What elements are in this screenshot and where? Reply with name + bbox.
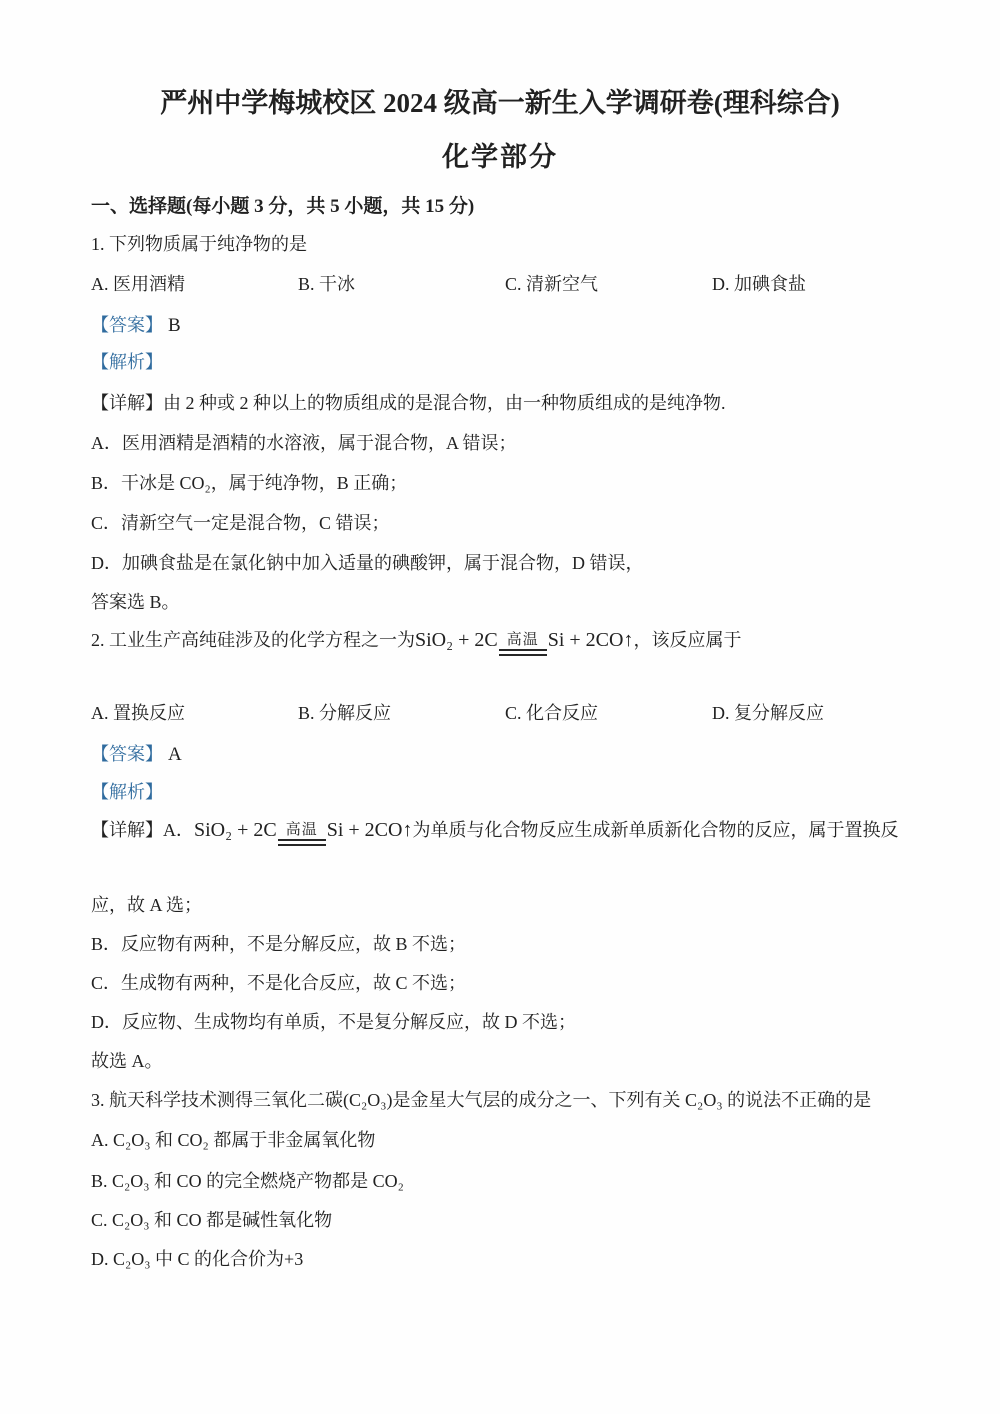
q1-option-d: D. 加碘食盐 (712, 274, 806, 294)
q3-option-d: D. C₂O₃ 中 C 的化合价为+3 (91, 1249, 304, 1269)
analysis-label: 【解析】 (91, 352, 163, 372)
q2-stem-suffix: ，该反应属于 (633, 630, 742, 650)
q2-detail-prefix: 【详解】A． (91, 820, 194, 840)
q2-option-d: D. 复分解反应 (712, 703, 824, 723)
q1-detail-d: D．加碘食盐是在氯化钠中加入适量的碘酸钾，属于混合物，D 错误， (91, 553, 644, 573)
q3-option-b: B. C₂O₃ 和 CO 的完全燃烧产物都是 CO₂ (91, 1171, 404, 1191)
q2-detail-suffix: 为单质与化合物反应生成新单质新化合物的反应，属于置换反 (412, 820, 899, 840)
q1-answer-letter: B (168, 315, 181, 336)
q1-stem: 1. 下列物质属于纯净物的是 (91, 234, 307, 254)
q2-stem-prefix: 2. 工业生产高纯硅涉及的化学方程之一为 (91, 630, 415, 650)
q1-detail-intro: 【详解】由 2 种或 2 种以上的物质组成的是混合物，由一种物质组成的是纯净物. (91, 393, 726, 413)
chem-equation (415, 629, 633, 651)
question-1 (91, 231, 960, 615)
answer-label: 【答案】 (91, 315, 163, 335)
q2-detail-b: B．反应物有两种，不是分解反应，故 B 不选； (91, 934, 467, 954)
exam-body (0, 194, 1000, 1272)
q2-option-a: A. 置换反应 (91, 703, 185, 723)
q1-answer-line (91, 312, 960, 339)
q2-conclusion: 故选 A。 (91, 1051, 163, 1071)
q2-detail-c: C．生成物有两种，不是化合反应，故 C 不选； (91, 973, 467, 993)
answer-label: 【答案】 (91, 744, 163, 764)
q3-option-a: A. C₂O₃ 和 CO₂ 都属于非金属氧化物 (91, 1130, 376, 1150)
reaction-condition-stack (278, 821, 326, 846)
q2-answer-letter: A (168, 744, 182, 765)
q3-stem: 3. 航天科学技术测得三氧化二碳(C₂O₃)是金星大气层的成分之一、下列有关 C₂O₃ 的说法不正确的是 (91, 1090, 872, 1110)
equation-right: Si + 2CO↑ (326, 819, 413, 841)
q1-option-b: B. 干冰 (298, 274, 356, 294)
section-heading: 一、选择题(每小题 3 分，共 5 小题，共 15 分) (91, 196, 475, 217)
q1-option-a: A. 医用酒精 (91, 274, 185, 294)
double-bond-bar (278, 839, 326, 846)
q1-options (91, 271, 960, 297)
q1-option-c: C. 清新空气 (505, 274, 599, 294)
q2-option-c: C. 化合反应 (505, 703, 599, 723)
equation-left: SiO₂ + 2C (415, 629, 498, 651)
q2-detail-a (91, 817, 960, 846)
q2-detail-a-wrap: 应，故 A 选； (91, 895, 203, 915)
question-2 (91, 627, 960, 1074)
exam-title: 严州中学梅城校区 2024 级高一新生入学调研卷(理科综合) (160, 88, 840, 118)
double-bond-bar (499, 649, 547, 656)
q2-option-b: B. 分解反应 (298, 703, 392, 723)
q3-option-c: C. C₂O₃ 和 CO 都是碱性氧化物 (91, 1210, 333, 1230)
q2-detail-d: D．反应物、生成物均有单质，不是复分解反应，故 D 不选； (91, 1012, 576, 1032)
chem-equation (194, 819, 412, 841)
reaction-condition: 高温 (285, 822, 318, 838)
question-3 (91, 1087, 960, 1272)
q1-conclusion: 答案选 B。 (91, 592, 180, 612)
reaction-condition: 高温 (506, 632, 539, 648)
q1-detail-c: C．清新空气一定是混合物，C 错误； (91, 513, 390, 533)
q2-options (91, 700, 960, 726)
q1-detail-b: B．干冰是 CO₂，属于纯净物，B 正确； (91, 473, 408, 493)
q2-analysis-line (91, 779, 960, 805)
reaction-condition-stack (499, 631, 547, 656)
exam-subtitle: 化学部分 (442, 142, 558, 172)
analysis-label: 【解析】 (91, 782, 163, 802)
q1-analysis-line (91, 349, 960, 375)
equation-right: Si + 2CO↑ (547, 629, 634, 651)
equation-left: SiO₂ + 2C (194, 819, 277, 841)
q2-answer-line (91, 741, 960, 768)
q1-detail-a: A．医用酒精是酒精的水溶液，属于混合物，A 错误； (91, 433, 517, 453)
q2-stem (91, 627, 960, 656)
